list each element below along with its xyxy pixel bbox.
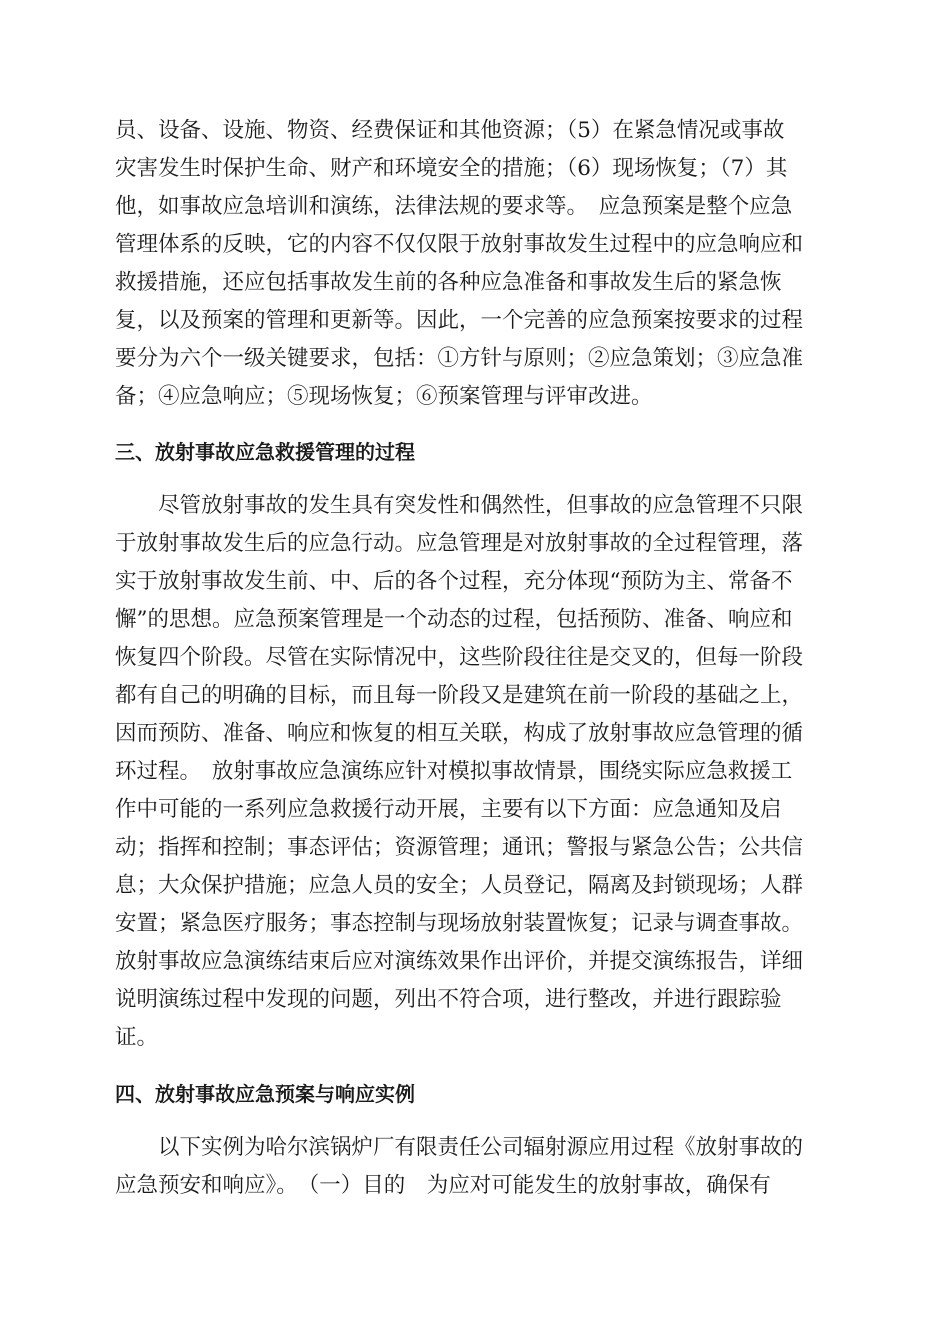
paragraph-line: 都有自己的明确的目标，而且每一阶段又是建筑在前一阶段的基础之上， — [115, 683, 804, 708]
paragraph-line: 复，以及预案的管理和更新等。因此，一个完善的应急预案按要求的过程 — [115, 308, 804, 333]
paragraph-line: 灾害发生时保护生命、财产和环境安全的措施；（6）现场恢复；（7）其 — [115, 156, 788, 181]
paragraph-line: 动；指挥和控制；事态评估；资源管理；通讯；警报与紧急公告；公共信 — [115, 835, 804, 860]
paragraph-line: 放射事故应急演练结束后应对演练效果作出评价，并提交演练报告，详细 — [115, 949, 804, 974]
paragraph-line: 应急预安和响应》。 （一）目的 为应对可能发生的放射事故，确保有 — [115, 1173, 771, 1198]
paragraph-line: 说明演练过程中发现的问题，列出不符合项，进行整改，并进行跟踪验 — [115, 987, 782, 1012]
paragraph-line: 备；④应急响应；⑤现场恢复；⑥预案管理与评审改进。 — [115, 384, 653, 409]
paragraph-line: 因而预防、准备、响应和恢复的相互关联，构成了放射事故应急管理的循 — [115, 721, 804, 746]
section-heading-4: 四、放射事故应急预案与响应实例 — [115, 1082, 415, 1106]
paragraph-line: 恢复四个阶段。尽管在实际情况中，这些阶段往往是交叉的，但每一阶段 — [115, 645, 804, 670]
paragraph-line: 员、设备、设施、物资、经费保证和其他资源；（5）在紧急情况或事故 — [115, 118, 785, 143]
paragraph-line: 证。 — [115, 1025, 159, 1050]
paragraph-line: 救援措施，还应包括事故发生前的各种应急准备和事故发生后的紧急恢 — [115, 270, 782, 295]
paragraph-line: 作中可能的一系列应急救援行动开展，主要有以下方面：应急通知及启 — [115, 797, 782, 822]
paragraph-line: 他，如事故应急培训和演练，法律法规的要求等。 应急预案是整个应急 — [115, 194, 793, 219]
paragraph-line: 安置；紧急医疗服务；事态控制与现场放射装置恢复；记录与调查事故。 — [115, 911, 804, 936]
section-heading-3: 三、放射事故应急救援管理的过程 — [115, 440, 415, 464]
paragraph-line: 懈”的思想。应急预案管理是一个动态的过程，包括预防、准备、响应和 — [115, 607, 793, 632]
paragraph-line: 息；大众保护措施；应急人员的安全；人员登记，隔离及封锁现场；人群 — [115, 873, 804, 898]
paragraph-line: 以下实例为哈尔滨锅炉厂有限责任公司辐射源应用过程《放射事故的 — [115, 1135, 804, 1160]
paragraph-line: 要分为六个一级关键要求，包括：①方针与原则；②应急策划；③应急准 — [115, 346, 804, 371]
paragraph-line: 尽管放射事故的发生具有突发性和偶然性，但事故的应急管理不只限 — [115, 493, 804, 518]
paragraph-line: 于放射事故发生后的应急行动。应急管理是对放射事故的全过程管理，落 — [115, 531, 804, 556]
paragraph-line: 实于放射事故发生前、中、后的各个过程，充分体现“预防为主、常备不 — [115, 569, 793, 594]
paragraph-line: 环过程。 放射事故应急演练应针对模拟事故情景，围绕实际应急救援工 — [115, 759, 793, 784]
paragraph-line: 管理体系的反映，它的内容不仅仅限于放射事故发生过程中的应急响应和 — [115, 232, 804, 257]
